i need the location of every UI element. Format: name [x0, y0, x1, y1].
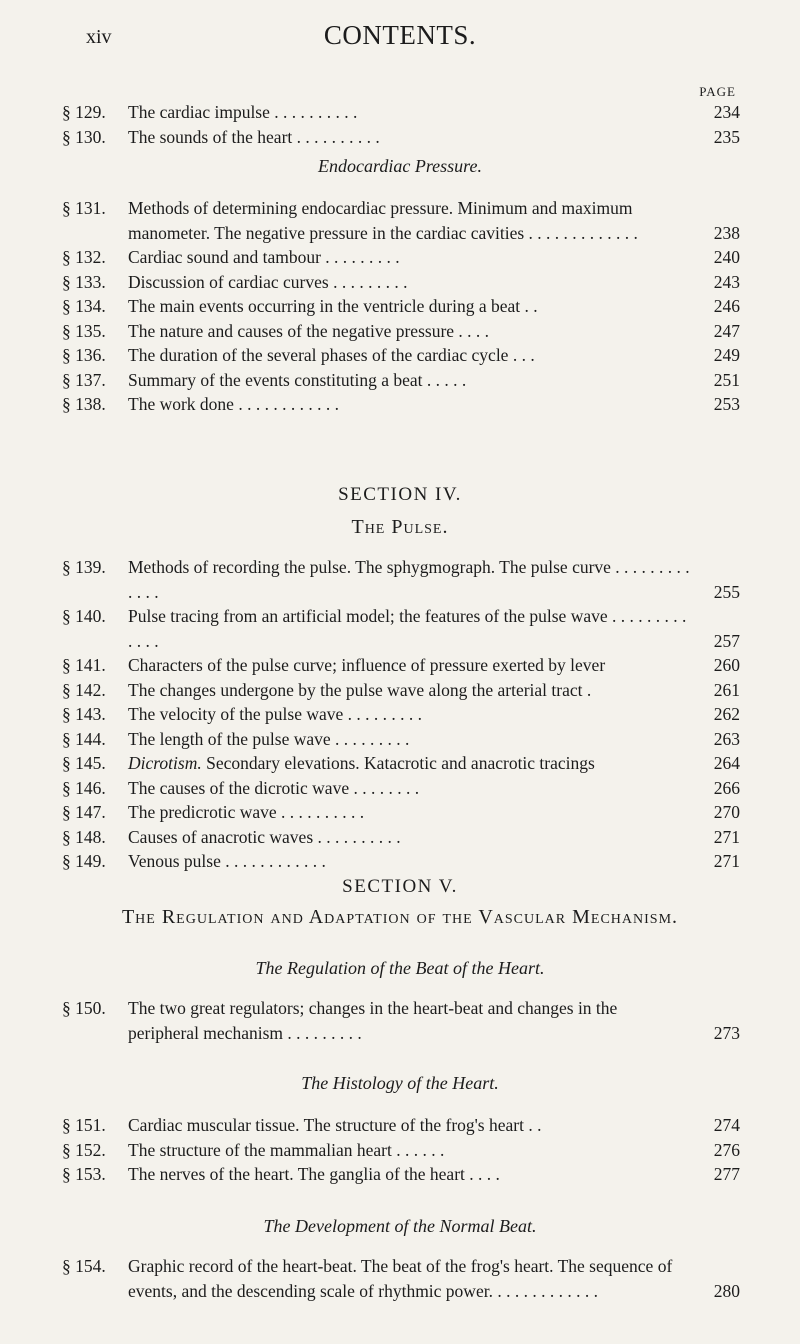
entry-title: The nature and causes of the negative pressure . . . .: [128, 320, 490, 341]
page-ref: 249: [713, 345, 740, 365]
toc-group-pulse: [62, 555, 740, 874]
entry-title: The two great regulators; changes in the heart-beat and changes in the peripheral mechanism . . . . . . . . .: [128, 998, 618, 1043]
section-number: § 147.: [62, 802, 106, 822]
toc-entry: [62, 368, 740, 393]
section-number: § 137.: [62, 369, 106, 390]
heading-the-pulse: The Pulse.: [351, 516, 449, 538]
entry-title: Cardiac muscular tissue. The structure of the frog's heart . .: [128, 1115, 542, 1135]
page-ref: 260: [713, 655, 740, 675]
toc-entry: [62, 1138, 740, 1163]
toc-entry: [62, 604, 740, 653]
section-number: § 132.: [62, 247, 106, 267]
toc-entry: [62, 849, 740, 874]
entry-title-italic: Dicrotism.: [128, 753, 202, 773]
toc-entry: [62, 270, 740, 295]
page-ref: 263: [713, 728, 740, 749]
page-ref: 277: [713, 1164, 740, 1184]
section-number: § 152.: [62, 1139, 106, 1160]
toc-group-cardiac: [62, 100, 740, 149]
entry-title: Causes of anacrotic waves . . . . . . . . . .: [128, 826, 401, 847]
page-ref: 234: [713, 102, 740, 122]
section-number: § 139.: [62, 557, 106, 577]
page-ref: 276: [713, 1139, 740, 1160]
page-column-label: PAGE: [699, 84, 736, 99]
toc-entry: [62, 800, 740, 825]
section-number: § 144.: [62, 728, 106, 749]
section-number: § 134.: [62, 296, 106, 316]
page-ref: 273: [713, 1022, 740, 1043]
toc-entry: [62, 392, 740, 417]
heading-regulation-adaptation: The Regulation and Adaptation of the Vascular Mechanism.: [121, 906, 679, 928]
page-ref: 264: [713, 753, 740, 773]
page-ref: 266: [713, 777, 740, 798]
section-number: § 153.: [62, 1164, 106, 1184]
page-ref: 235: [713, 126, 740, 147]
heading-histology: The Histology of the Heart.: [301, 1073, 499, 1093]
entry-title: The velocity of the pulse wave . . . . . . . . .: [128, 704, 423, 724]
entry-title: The main events occurring in the ventricle during a beat . .: [128, 296, 538, 316]
section-v-heading: SECTION V.: [342, 876, 458, 897]
section-number: § 150.: [62, 998, 106, 1018]
toc-entry: [62, 555, 740, 604]
toc-entry: [62, 196, 740, 245]
page-ref: 262: [713, 704, 740, 724]
toc-entry: [62, 751, 740, 776]
section-number: § 145.: [62, 753, 106, 773]
section-number: § 149.: [62, 851, 106, 871]
page-ref: 247: [713, 320, 740, 341]
entry-title: The work done . . . . . . . . . . . .: [128, 394, 339, 414]
heading-endocardiac-pressure: Endocardiac Pressure.: [318, 156, 482, 176]
page-ref: 271: [713, 851, 740, 871]
toc-entry: [62, 319, 740, 344]
toc-group-development: [62, 1254, 740, 1303]
page-ref: 251: [713, 369, 740, 390]
heading-development: The Development of the Normal Beat.: [263, 1216, 537, 1236]
page-ref: 246: [713, 296, 740, 316]
page-ref: 257: [713, 630, 740, 651]
toc-entry: [62, 996, 740, 1045]
entry-title: Discussion of cardiac curves . . . . . . . . .: [128, 271, 408, 292]
entry-title: The predicrotic wave . . . . . . . . . .: [128, 802, 365, 822]
toc-entry: [62, 727, 740, 752]
heading-regulation-beat: The Regulation of the Beat of the Heart.: [255, 958, 545, 978]
section-number: § 146.: [62, 777, 106, 798]
entry-title-rest: Secondary elevations. Katacrotic and anacrotic tracings: [201, 753, 595, 773]
toc-entry: [62, 825, 740, 850]
page-ref: 240: [713, 247, 740, 267]
section-number: § 151.: [62, 1115, 106, 1135]
page-ref: 274: [713, 1115, 740, 1135]
page-ref: 270: [713, 802, 740, 822]
toc-entry: [62, 1254, 740, 1303]
entry-title: Pulse tracing from an artificial model; the features of the pulse wave . . . . . . . . . . . . .: [128, 606, 687, 651]
page-title: CONTENTS.: [323, 20, 477, 50]
toc-entry: [62, 653, 740, 678]
toc-entry: [62, 776, 740, 801]
toc-entry: [62, 678, 740, 703]
section-number: § 154.: [62, 1256, 106, 1276]
page-ref: 238: [713, 222, 740, 243]
page-number: xiv: [86, 26, 112, 48]
page-ref: 280: [713, 1280, 740, 1301]
section-number: § 133.: [62, 271, 106, 292]
page-ref: 255: [713, 581, 740, 602]
entry-title: The structure of the mammalian heart . . . . . .: [128, 1139, 445, 1160]
entry-title: [128, 751, 740, 776]
entry-title: Venous pulse . . . . . . . . . . . .: [128, 851, 326, 871]
page-ref: 261: [713, 679, 740, 700]
entry-title: Characters of the pulse curve; influence of pressure exerted by lever: [128, 655, 606, 675]
toc-entry: [62, 1162, 740, 1187]
entry-title: The nerves of the heart. The ganglia of the heart . . . .: [128, 1164, 500, 1184]
section-number: § 143.: [62, 704, 106, 724]
entry-title: Graphic record of the heart-beat. The beat of the frog's heart. The sequence of events, and the descending scale of rhythmic power. . . . . . . . . . . . .: [128, 1256, 673, 1301]
running-header: [0, 20, 800, 60]
section-number: § 141.: [62, 655, 106, 675]
entry-title: The sounds of the heart . . . . . . . . . .: [128, 126, 380, 147]
toc-entry: [62, 245, 740, 270]
toc-group-endocardiac: [62, 196, 740, 417]
section-number: § 131.: [62, 198, 106, 218]
toc-entry: [62, 343, 740, 368]
entry-title: The length of the pulse wave . . . . . . . . .: [128, 728, 410, 749]
section-number: § 135.: [62, 320, 106, 341]
entry-title: Methods of recording the pulse. The sphygmograph. The pulse curve . . . . . . . . . . . . .: [128, 557, 690, 602]
section-number: § 148.: [62, 826, 106, 847]
toc-entry: [62, 100, 740, 125]
section-number: § 142.: [62, 679, 106, 700]
toc-group-regulators: [62, 996, 740, 1045]
entry-title: The duration of the several phases of the cardiac cycle . . .: [128, 345, 535, 365]
entry-title: Summary of the events constituting a beat . . . . .: [128, 369, 467, 390]
page-ref: 243: [713, 271, 740, 292]
section-number: § 136.: [62, 345, 106, 365]
toc-entry: [62, 1113, 740, 1138]
toc-entry: [62, 125, 740, 150]
entry-title: The changes undergone by the pulse wave along the arterial tract .: [128, 679, 592, 700]
page-ref: 253: [713, 394, 740, 414]
entry-title: Cardiac sound and tambour . . . . . . . . .: [128, 247, 400, 267]
section-number: § 138.: [62, 394, 106, 414]
entry-title: Methods of determining endocardiac pressure. Minimum and maximum manometer. The negative pressure in the cardiac cavities . . . . . . . . . . . . .: [128, 198, 638, 243]
entry-title: The cardiac impulse . . . . . . . . . .: [128, 102, 358, 122]
toc-entry: [62, 294, 740, 319]
entry-title: The causes of the dicrotic wave . . . . . . . .: [128, 777, 420, 798]
section-number: § 129.: [62, 102, 106, 122]
toc-group-histology: [62, 1113, 740, 1187]
page-ref: 271: [713, 826, 740, 847]
section-number: § 140.: [62, 606, 106, 626]
toc-entry: [62, 702, 740, 727]
section-iv-heading: SECTION IV.: [338, 484, 462, 505]
section-number: § 130.: [62, 126, 106, 147]
